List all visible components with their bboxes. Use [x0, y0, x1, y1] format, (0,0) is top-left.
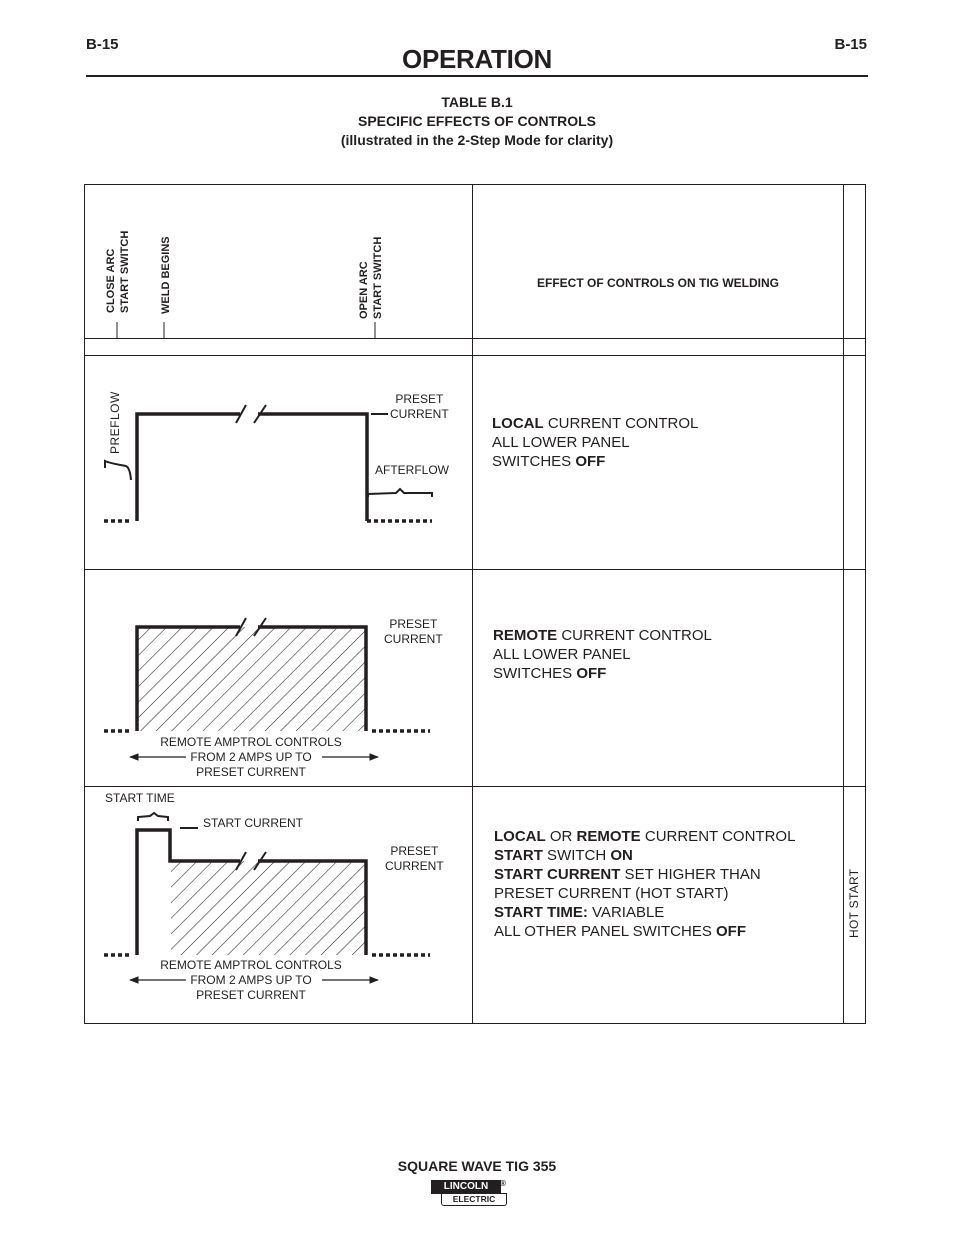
page-number-left: B-15 [86, 36, 119, 53]
afterflow-label: AFTERFLOW [375, 463, 449, 477]
row2-preset-line1: PRESET [389, 617, 438, 631]
row3-range-line1: REMOTE AMPTROL CONTROLS [160, 958, 342, 972]
row2-effect-line2: ALL LOWER PANEL [493, 646, 631, 663]
row1-effect-line2: ALL LOWER PANEL [492, 434, 630, 451]
table-caption-number: TABLE B.1 [441, 94, 513, 110]
row3-effect-line6: ALL OTHER PANEL SWITCHES OFF [494, 923, 746, 940]
row2-effect-line1: REMOTE CURRENT CONTROL [493, 627, 712, 644]
row1-effect-line1: LOCAL CURRENT CONTROL [492, 415, 699, 432]
section-title: OPERATION [402, 44, 552, 74]
hot-start-side-label: HOT START [847, 868, 861, 938]
row2-effect-text [493, 626, 712, 683]
row3-effect-line4: PRESET CURRENT (HOT START) [494, 885, 729, 902]
logo-registered-mark: ® [500, 1179, 506, 1188]
effect-heading: EFFECT OF CONTROLS ON TIG WELDING [537, 276, 779, 290]
row2-effect-line3: SWITCHES OFF [493, 665, 607, 682]
event-weld-begins-line: WELD BEGINS [160, 236, 172, 314]
row1-effect-line3: SWITCHES OFF [492, 453, 606, 470]
row1-preset-current-label [390, 392, 449, 422]
row3-waveform [104, 813, 430, 980]
row1-preset-line2: CURRENT [390, 407, 449, 421]
page-number-right: B-15 [834, 36, 867, 53]
event-tick-marks [117, 322, 375, 338]
row3-preset-line1: PRESET [390, 844, 439, 858]
row2-preset-current-label [384, 617, 443, 647]
row1-effect-text [492, 414, 698, 471]
row2-amptrol-range-label [150, 735, 352, 780]
row3-range-line3: PRESET CURRENT [196, 988, 306, 1002]
table-caption-note: (illustrated in the 2-Step Mode for clarity) [340, 132, 614, 148]
table-caption-title: SPECIFIC EFFECTS OF CONTROLS [357, 113, 596, 129]
row3-preset-line2: CURRENT [385, 859, 444, 873]
event-close-arc-line1: CLOSE ARC [105, 248, 117, 313]
product-name: SQUARE WAVE TIG 355 [397, 1158, 557, 1174]
start-current-label: START CURRENT [203, 816, 304, 830]
row2-range-line1: REMOTE AMPTROL CONTROLS [160, 735, 342, 749]
row3-effect-text [494, 827, 795, 941]
start-time-label: START TIME [105, 791, 175, 805]
row3-amptrol-range-label [150, 958, 352, 1003]
preflow-label: PREFLOW [108, 391, 122, 454]
logo-bottom-bar: ELECTRIC [441, 1193, 507, 1206]
row2-range-line3: PRESET CURRENT [196, 765, 306, 779]
lincoln-electric-logo [431, 1180, 507, 1206]
row3-preset-current-label [385, 844, 444, 874]
row1-preset-line1: PRESET [395, 392, 444, 406]
event-open-arc-line2: START SWITCH [372, 236, 384, 319]
row2-range-line2: FROM 2 AMPS UP TO [190, 750, 312, 764]
event-close-arc-line2: START SWITCH [119, 230, 131, 313]
row2-preset-line2: CURRENT [384, 632, 443, 646]
row3-effect-line1: LOCAL OR REMOTE CURRENT CONTROL [494, 828, 796, 845]
row3-effect-line5: START TIME: VARIABLE [494, 904, 665, 921]
row3-effect-line3: START CURRENT SET HIGHER THAN [494, 866, 761, 883]
row3-effect-line2: START SWITCH ON [494, 847, 633, 864]
row3-range-line2: FROM 2 AMPS UP TO [190, 973, 312, 987]
logo-top-bar: LINCOLN [431, 1180, 501, 1194]
event-open-arc-line1: OPEN ARC [358, 261, 370, 319]
